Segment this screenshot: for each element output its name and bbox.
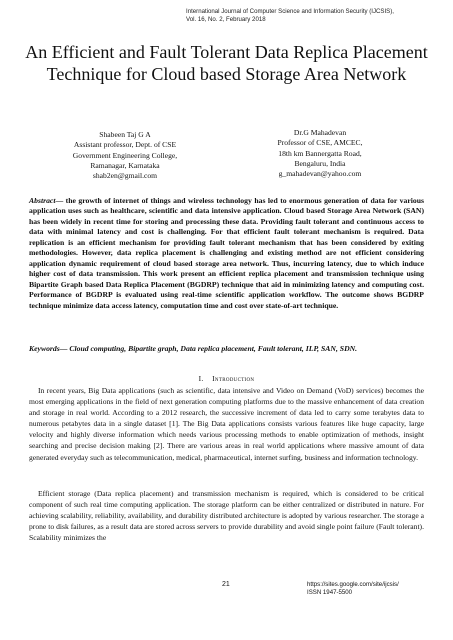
author-email: g_mahadevan@yahoo.com <box>278 169 362 179</box>
footer-info <box>307 581 447 597</box>
author-affiliation: Assistant professor, Dept. of CSE <box>73 140 177 150</box>
abstract <box>29 196 424 311</box>
journal-header <box>186 8 448 24</box>
author-location: Ramanagar, Karnataka <box>90 160 160 170</box>
body-paragraph: In recent years, Big Data applications (such as scientific, data intensive and Video on Demand (VoD) services) becomes the most emerging applications in the field of next generation computing platforms due to the massive enhancement of data creation and storage in real world. According to a 2012 research, the successive increment of data led to carry some terabytes data to numerous petabytes data in a single dataset [1]. The Big Data applications consists various features like huge capacity, large velocity and highly diverse information which needs various processing methods to enable optimization of methods, insight searching and precise decision making [2]. There are various areas in real world applications where massive amount of data generated everyday such as telecommunication, medical, pharmaceutical, internet surfing, business and information technology. <box>29 386 424 462</box>
author-affiliation: Professor of CSE, AMCEC, <box>277 138 363 148</box>
abstract-label: Abstract <box>29 196 56 205</box>
author-location: Bengaluru, India <box>294 158 346 168</box>
page-number: 21 <box>222 581 230 588</box>
author-name: Shabeen Taj G A <box>99 130 151 139</box>
journal-name: International Journal of Computer Science and Information Security (IJCSIS), <box>186 8 394 15</box>
author-affiliation: Government Engineering College, <box>72 150 178 160</box>
author-name: Dr.G Mahadevan <box>293 128 347 137</box>
author-block-2 <box>225 128 415 179</box>
section-title: Introduction <box>212 374 255 383</box>
paper-title: An Efficient and Fault Tolerant Data Replica Placement Technique for Cloud based Storage Area Network <box>25 42 428 84</box>
footer-issn: ISSN 1947-5500 <box>307 589 353 596</box>
abstract-text: — the growth of internet of things and wireless technology has led to enormous generation of data for various application uses such as healthcare, scientific and data intensive application. Cloud based Storage Area Network (SAN) has been widely in recent time for storing and processing these data. Providing fault tolerant and continuous access to data with minimal latency and cost is challenging. For that efficient fault tolerant mechanism is required. Data replication is an efficient mechanism for providing fault tolerant mechanism that has been considered by exiting methodologies. However, data replica placement is challenging and existing method are not efficient considering application dynamic requirement of cloud based storage area network. Thus, incurring latency, due to which induce higher cost of data transmission. This work present an efficient replica placement and transmission technique using Bipartite Graph based Data Replica Placement (BGDRP) technique that aid in minimizing latency and computing cost. Performance of BGDRP is evaluated using real-time scientific application workflow. The outcome shows BGDRP technique minimize data access latency, computation time and cost over state-of-art technique. <box>29 196 424 310</box>
section-heading <box>0 374 453 383</box>
section-number: I. <box>198 374 204 383</box>
journal-volume: Vol. 16, No. 2, February 2018 <box>186 16 266 23</box>
author-address: 18th km Bannergatta Road, <box>278 148 362 158</box>
body-paragraph: Efficient storage (Data replica placement) and transmission mechanism is required, which is considered to be critical component of such real time computing application. The storage platform can be either centralized or distributed in nature. For achieving scalability, reliability, availability, and durability distributed architecture is adopted by various researcher. The storage a prone to disk failures, as a result data are stored across servers to provide durability and avoid single point failure (Fault tolerant). Scalability minimizes the <box>29 489 424 543</box>
author-email: shab2en@gmail.com <box>92 171 158 181</box>
author-block-1 <box>30 130 220 181</box>
footer-url: https://sites.google.com/site/ijcsis/ <box>307 581 399 588</box>
keywords: Keywords— Cloud computing, Bipartite graph, Data replica placement, Fault tolerant, ILP, SAN, SDN. <box>29 344 358 353</box>
